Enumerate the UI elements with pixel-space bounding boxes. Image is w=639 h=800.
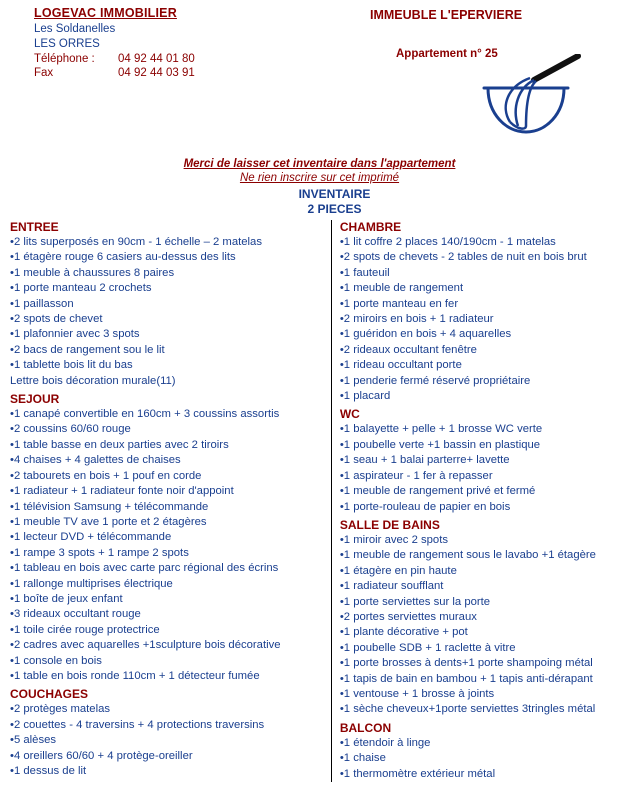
list-item: •1 étagère rouge 6 casiers au-dessus des lits — [10, 251, 236, 264]
list-item: Lettre bois décoration murale(11) — [10, 374, 176, 387]
inventory-subtitle: 2 PIECES — [307, 202, 362, 216]
list-item: •1 chaise — [339, 752, 386, 765]
list-item: •2 coussins 60/60 rouge — [10, 423, 131, 436]
list-item: •1 table basse en deux parties avec 2 tiroirs — [10, 438, 229, 451]
agency-name: LOGEVAC IMMOBILIER — [34, 6, 177, 20]
fax-value: 04 92 44 03 91 — [118, 67, 195, 79]
list-item: •2 portes serviettes muraux — [339, 610, 477, 623]
list-item: •2 spots de chevets - 2 tables de nuit en bois brut — [339, 251, 587, 264]
list-item: •2 lits superposés en 90cm - 1 échelle – 2 matelas — [10, 236, 262, 248]
fax-label: Fax — [34, 67, 54, 79]
list-item: •1 rideau occultant porte — [339, 359, 462, 372]
list-item: •1 poubelle SDB + 1 raclette à vitre — [339, 641, 516, 654]
list-item: •1 boîte de jeux enfant — [10, 592, 123, 605]
section-title-wc: WC — [339, 407, 360, 422]
building-block — [328, 6, 628, 60]
list-item: •1 lit coffre 2 places 140/190cm - 1 matelas — [339, 236, 556, 248]
list-item: •1 porte manteau 2 crochets — [10, 282, 152, 295]
list-item: •1 ventouse + 1 brosse à joints — [339, 687, 495, 700]
list-item: •2 rideaux occultant fenêtre — [339, 343, 477, 356]
list-item: •1 porte-rouleau de papier en bois — [339, 500, 511, 513]
list-item: •5 alèses — [10, 734, 57, 747]
list-item: •1 toile cirée rouge protectrice — [10, 623, 160, 636]
section-title-chambre: CHAMBRE — [339, 220, 402, 234]
list-item: •1 penderie fermé réservé propriétaire — [339, 374, 531, 387]
list-item: •4 chaises + 4 galettes de chaises — [10, 454, 181, 467]
right-column — [332, 220, 631, 782]
list-item: •1 fauteuil — [339, 266, 390, 279]
list-item: •1 miroir avec 2 spots — [339, 533, 449, 546]
section-title-couchages: COUCHAGES — [10, 687, 89, 702]
list-item: •2 tabourets en bois + 1 pouf en corde — [10, 469, 202, 482]
list-item: •1 meuble de rangement sous le lavabo +1 étagère — [339, 549, 596, 562]
list-item: •1 paillasson — [10, 297, 74, 310]
list-item: •1 console en bois — [10, 654, 102, 667]
section-title-entree: ENTREE — [10, 220, 59, 234]
list-item: •3 rideaux occultant rouge — [10, 608, 141, 621]
list-item: •1 meuble TV ave 1 porte et 2 étagères — [10, 515, 207, 528]
list-item: •4 oreillers 60/60 + 4 protège-oreiller — [10, 749, 193, 762]
agency-address-line-2: LES ORRES — [34, 38, 100, 50]
list-item: •1 placard — [339, 390, 391, 403]
list-item: •1 poubelle verte +1 bassin en plastique — [339, 438, 541, 451]
list-item: •1 seau + 1 balai parterre+ lavette — [339, 454, 510, 467]
list-item: •2 couettes - 4 traversins + 4 protections traversins — [10, 718, 265, 731]
building-name: IMMEUBLE L'EPERVIERE — [370, 8, 523, 22]
list-item: •1 sèche cheveux+1porte serviettes 3tringles métal — [339, 703, 596, 716]
list-item: •1 plante décorative + pot — [339, 626, 468, 639]
list-item: •2 protèges matelas — [10, 703, 111, 716]
section-title-sejour: SEJOUR — [10, 392, 60, 407]
list-item: •1 rampe 3 spots + 1 rampe 2 spots — [10, 546, 189, 559]
list-item: •1 meuble à chaussures 8 paires — [10, 266, 175, 279]
section-title-salle-de-bains: SALLE DE BAINS — [339, 517, 440, 532]
phone-label: Téléphone : — [34, 53, 95, 65]
list-item: •2 cadres avec aquarelles +1sculpture bois décorative — [10, 639, 281, 652]
section-title-balcon: BALCON — [339, 720, 392, 735]
list-item: •1 radiateur + 1 radiateur fonte noir d'appoint — [10, 485, 234, 498]
phone-row — [34, 53, 328, 65]
list-item: •2 miroirs en bois + 1 radiateur — [339, 313, 494, 326]
list-item: •1 aspirateur - 1 fer à repasser — [339, 469, 493, 482]
list-item: •1 rallonge multiprises électrique — [10, 577, 173, 590]
list-item: •1 radiateur soufflant — [339, 580, 444, 593]
phone-value: 04 92 44 01 80 — [118, 53, 195, 65]
list-item: •1 tapis de bain en bambou + 1 tapis anti-dérapant — [339, 672, 593, 685]
list-item: •1 porte manteau en fer — [339, 297, 459, 310]
list-item: •2 bacs de rangement sou le lit — [10, 343, 165, 356]
list-item: •1 table en bois ronde 110cm + 1 détecteur fumée — [10, 669, 260, 682]
list-item: •1 tablette bois lit du bas — [10, 359, 133, 372]
list-item: •1 balayette + pelle + 1 brosse WC verte — [339, 423, 543, 436]
document-header — [8, 6, 631, 156]
agency-block — [8, 6, 328, 81]
inventory-title: INVENTAIRE — [298, 187, 371, 201]
apartment-number: Appartement n° 25 — [396, 48, 498, 60]
list-item: •2 spots de chevet — [10, 313, 103, 326]
list-item: •1 porte brosses à dents+1 porte shampoing métal — [339, 657, 593, 670]
list-item: •1 lecteur DVD + télécommande — [10, 531, 172, 544]
fax-row — [34, 67, 328, 79]
list-item: •1 dessus de lit — [10, 765, 87, 777]
list-item: •1 télévision Samsung + télécommande — [10, 500, 209, 513]
list-item: •1 meuble de rangement — [339, 282, 464, 295]
list-item: •1 plafonnier avec 3 spots — [10, 328, 140, 341]
list-item: •1 canapé convertible en 160cm + 3 coussins assortis — [10, 408, 280, 421]
notice-line-1: Merci de laisser cet inventaire dans l'appartement — [183, 158, 456, 170]
notice-line-2: Ne rien inscrire sur cet imprimé — [239, 172, 400, 184]
list-item: •1 guéridon en bois + 4 aquarelles — [339, 328, 512, 341]
list-item: •1 tableau en bois avec carte parc régional des écrins — [10, 562, 279, 575]
whisk-bowl-illustration-icon — [474, 54, 584, 150]
notice-block — [8, 158, 631, 184]
agency-address-line-1: Les Soldanelles — [34, 23, 116, 35]
left-column — [8, 220, 332, 782]
list-item: •1 meuble de rangement privé et fermé — [339, 485, 536, 498]
list-item: •1 porte serviettes sur la porte — [339, 595, 491, 608]
list-item: •1 thermomètre extérieur métal — [339, 767, 496, 780]
list-item: •1 étagère en pin haute — [339, 564, 457, 577]
inventory-columns — [8, 220, 631, 782]
list-item: •1 étendoir à linge — [339, 736, 431, 749]
